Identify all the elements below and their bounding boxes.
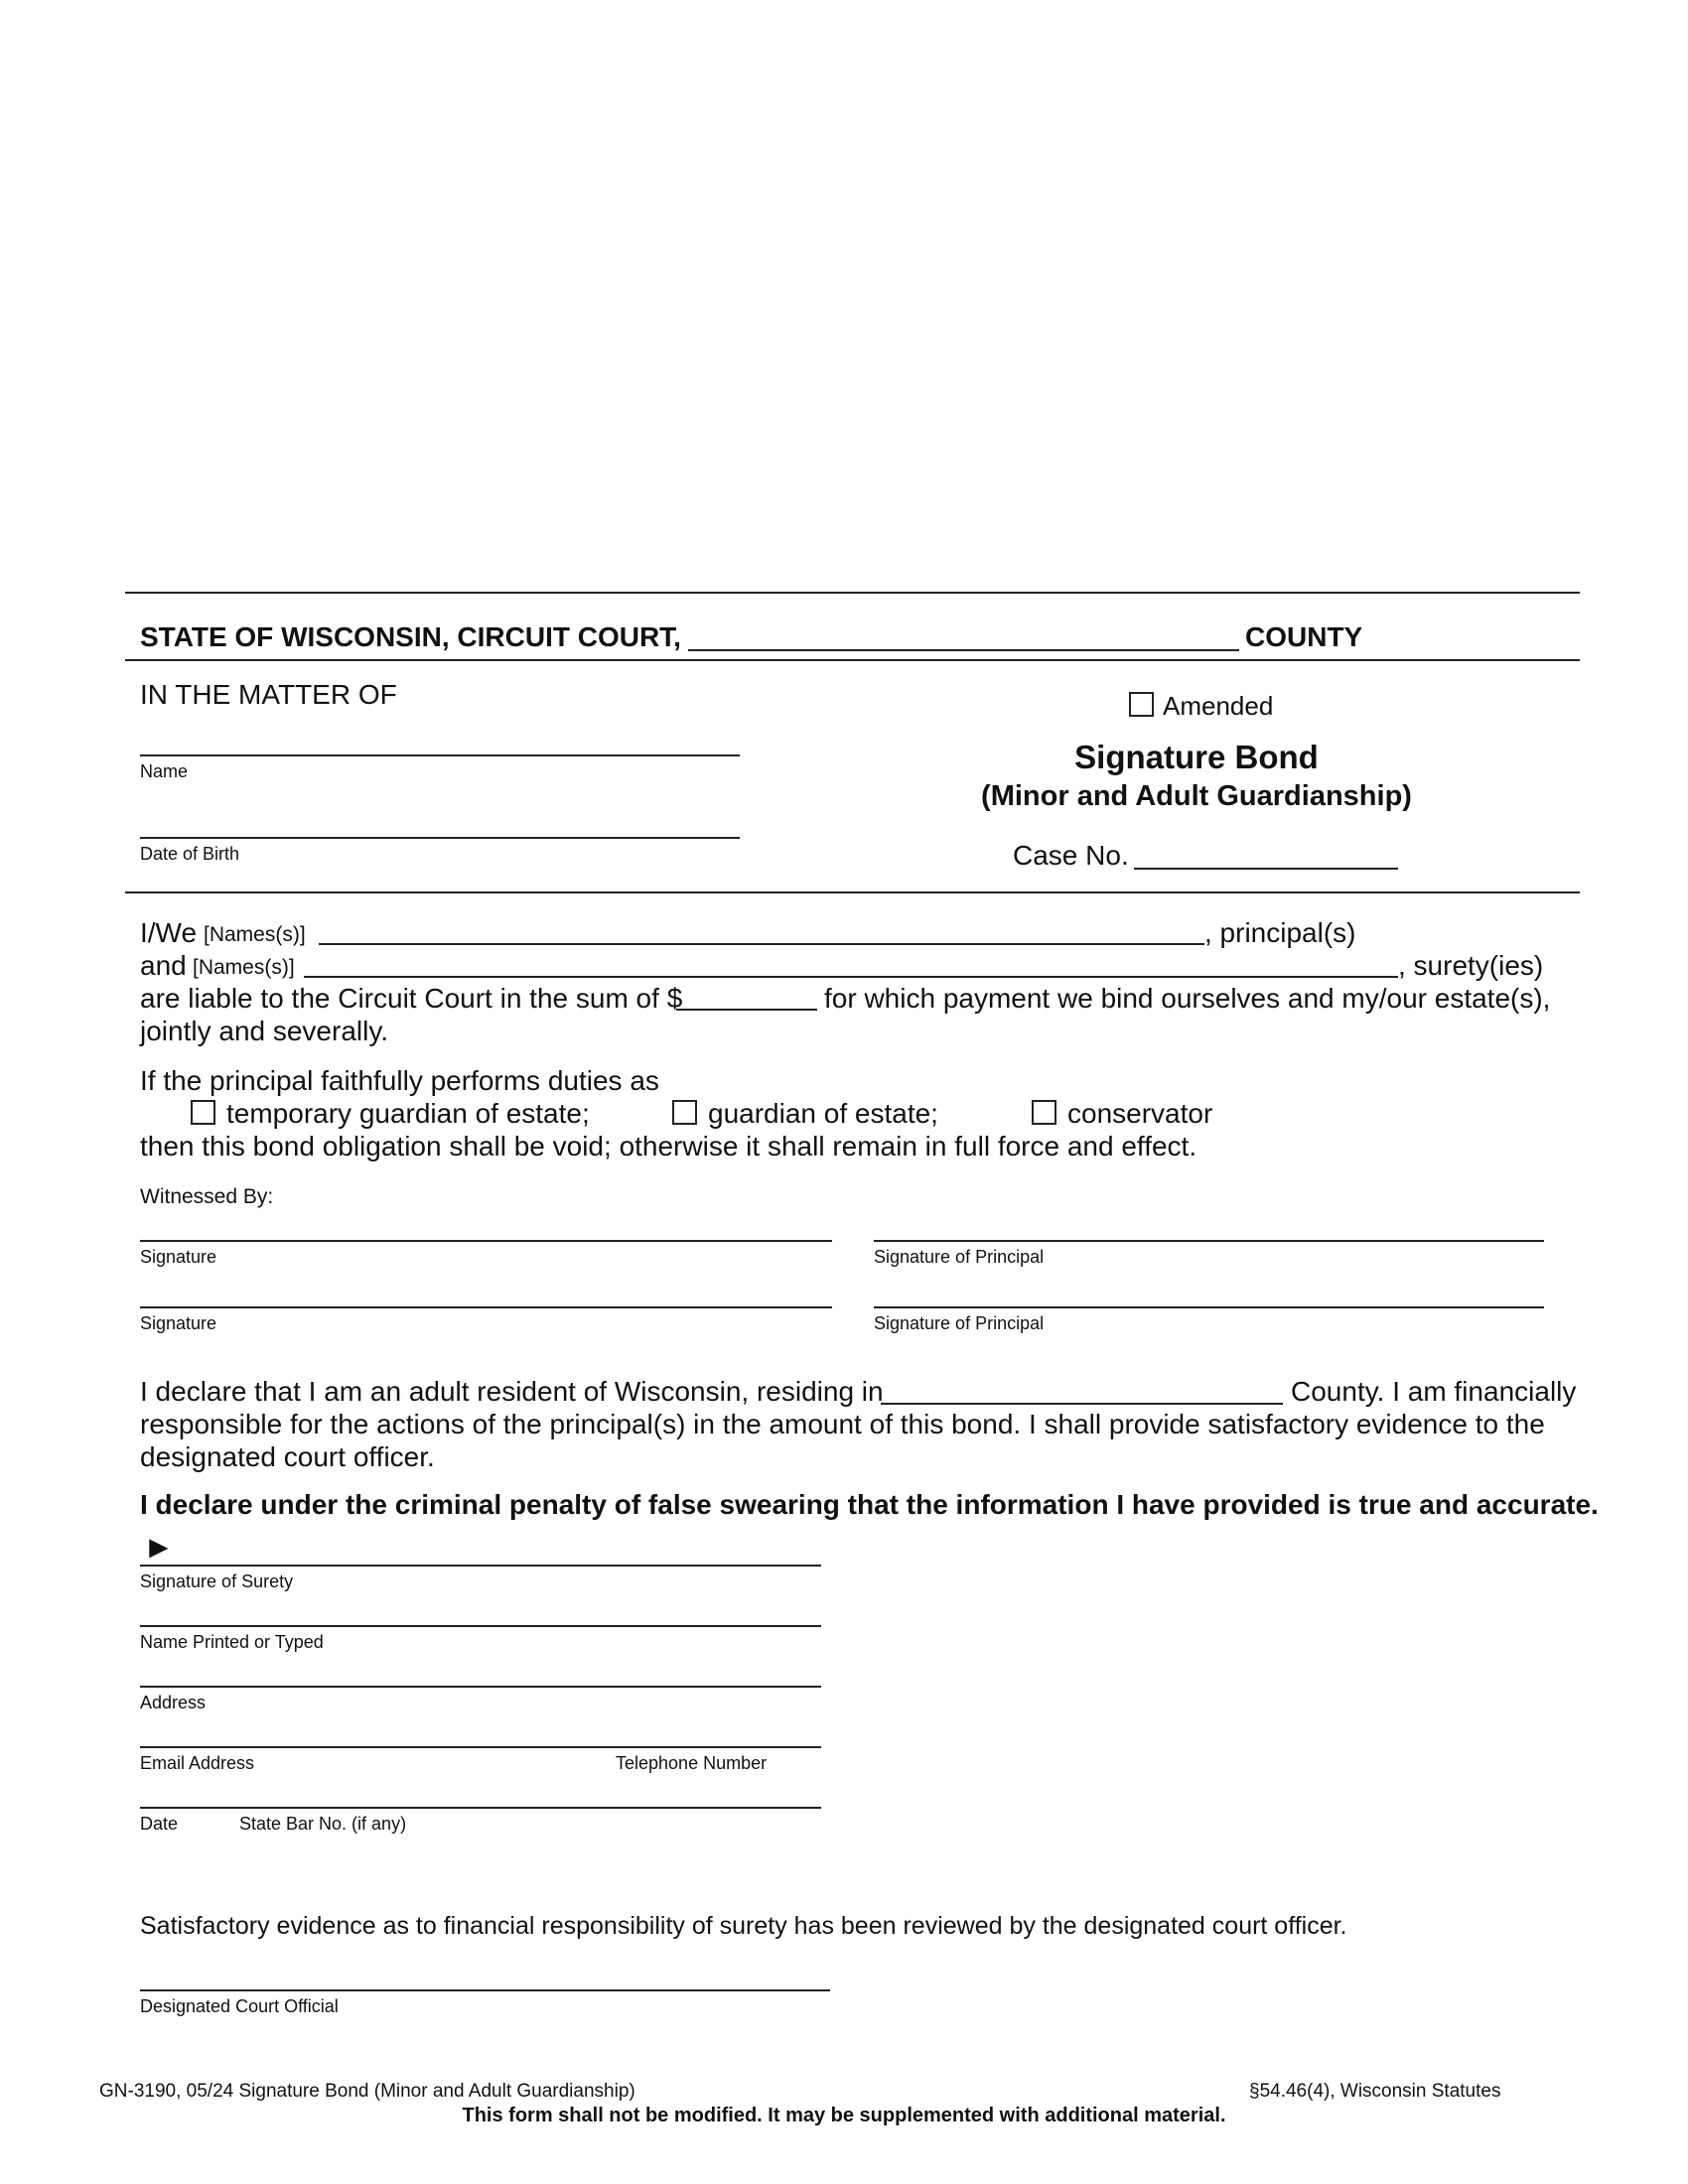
principal-signature-line-1[interactable]	[874, 1240, 1544, 1242]
residence-county-line[interactable]	[881, 1403, 1283, 1405]
temporary-guardian-label: temporary guardian of estate;	[226, 1098, 590, 1129]
surety-date-bar-line[interactable]	[140, 1807, 821, 1809]
county-label: COUNTY	[1245, 621, 1363, 652]
dob-label: Date of Birth	[140, 844, 240, 864]
witness-signature-line-1[interactable]	[140, 1240, 832, 1242]
surety-bar-label: State Bar No. (if any)	[239, 1814, 407, 1834]
top-rule	[125, 592, 1580, 594]
iwe-label: I/We	[140, 917, 198, 948]
surety-names-line[interactable]	[304, 976, 1398, 978]
surety-name-label: Name Printed or Typed	[140, 1632, 324, 1652]
surety-address-line[interactable]	[140, 1686, 821, 1688]
review-statement: Satisfactory evidence as to financial responsibility of surety has been reviewed by the designated court officer.	[140, 1912, 1347, 1940]
principal-signature-label-1: Signature of Principal	[874, 1247, 1045, 1267]
dob-input-line[interactable]	[140, 837, 740, 839]
court-official-label: Designated Court Official	[140, 1996, 339, 2016]
surety-date-label: Date	[140, 1814, 179, 1834]
liable-prefix: are liable to the Circuit Court in the sum of $	[140, 983, 683, 1014]
section-rule	[125, 891, 1580, 893]
modification-notice: This form shall not be modified. It may be supplemented with additional material.	[462, 2105, 1226, 2126]
case-no-label: Case No.	[1013, 840, 1129, 871]
county-input-line[interactable]	[688, 649, 1239, 651]
duties-intro: If the principal faithfully performs duties as	[140, 1065, 659, 1096]
surety-signature-line[interactable]	[140, 1565, 821, 1567]
conservator-checkbox[interactable]	[1032, 1100, 1056, 1125]
guardian-of-estate-label: guardian of estate;	[708, 1098, 938, 1129]
penalty-statement: I declare under the criminal penalty of false swearing that the information I have provided is true and accurate.	[140, 1489, 1599, 1520]
witness-signature-label-2: Signature	[140, 1313, 217, 1333]
form-title: Signature Bond	[1074, 739, 1319, 775]
form-id: GN-3190, 05/24 Signature Bond (Minor and Adult Guardianship)	[99, 2081, 635, 2102]
declaration-line-3: designated court officer.	[140, 1441, 435, 1472]
court-heading: STATE OF WISCONSIN, CIRCUIT COURT,	[140, 621, 681, 652]
surety-names-hint: [Names(s)]	[193, 956, 295, 979]
principals-suffix: , principal(s)	[1204, 917, 1356, 948]
jointly-text: jointly and severally.	[140, 1016, 389, 1046]
principal-signature-line-2[interactable]	[874, 1306, 1544, 1308]
guardian-of-estate-checkbox[interactable]	[672, 1100, 697, 1125]
sign-here-arrow-icon: ►	[143, 1529, 175, 1565]
principal-names-line[interactable]	[319, 943, 1204, 945]
witnessed-by-label: Witnessed By:	[140, 1185, 274, 1208]
surety-email-label: Email Address	[140, 1753, 255, 1773]
surety-name-line[interactable]	[140, 1625, 821, 1627]
conservator-label: conservator	[1067, 1098, 1213, 1129]
surety-signature-label: Signature of Surety	[140, 1571, 294, 1591]
amended-checkbox[interactable]	[1129, 692, 1154, 717]
name-label: Name	[140, 761, 189, 781]
witness-signature-line-2[interactable]	[140, 1306, 832, 1308]
court-official-line[interactable]	[140, 1989, 830, 1991]
declaration-line-1-suffix: County. I am financially	[1291, 1376, 1577, 1407]
matter-of-label: IN THE MATTER OF	[140, 679, 397, 710]
surety-email-phone-line[interactable]	[140, 1746, 821, 1748]
witness-signature-label-1: Signature	[140, 1247, 217, 1267]
principal-names-hint: [Names(s)]	[204, 923, 306, 946]
surety-address-label: Address	[140, 1693, 207, 1712]
and-label: and	[140, 950, 187, 981]
form-subtitle: (Minor and Adult Guardianship)	[981, 780, 1412, 812]
liable-suffix: for which payment we bind ourselves and my/our estate(s),	[824, 983, 1551, 1014]
statute-reference: §54.46(4), Wisconsin Statutes	[1249, 2081, 1501, 2102]
declaration-line-2: responsible for the actions of the principal(s) in the amount of this bond. I shall provide satisfactory evidence to the	[140, 1409, 1545, 1439]
declaration-line-1-prefix: I declare that I am an adult resident of Wisconsin, residing in	[140, 1376, 884, 1407]
sureties-suffix: , surety(ies)	[1398, 950, 1544, 981]
surety-phone-label: Telephone Number	[616, 1753, 768, 1773]
duties-outro: then this bond obligation shall be void; otherwise it shall remain in full force and effect.	[140, 1131, 1197, 1161]
amended-label: Amended	[1163, 691, 1274, 721]
name-input-line[interactable]	[140, 754, 740, 756]
temporary-guardian-checkbox[interactable]	[191, 1100, 215, 1125]
bond-amount-line[interactable]	[676, 1009, 817, 1011]
header-rule	[125, 659, 1580, 661]
case-no-input-line[interactable]	[1134, 868, 1398, 870]
principal-signature-label-2: Signature of Principal	[874, 1313, 1045, 1333]
